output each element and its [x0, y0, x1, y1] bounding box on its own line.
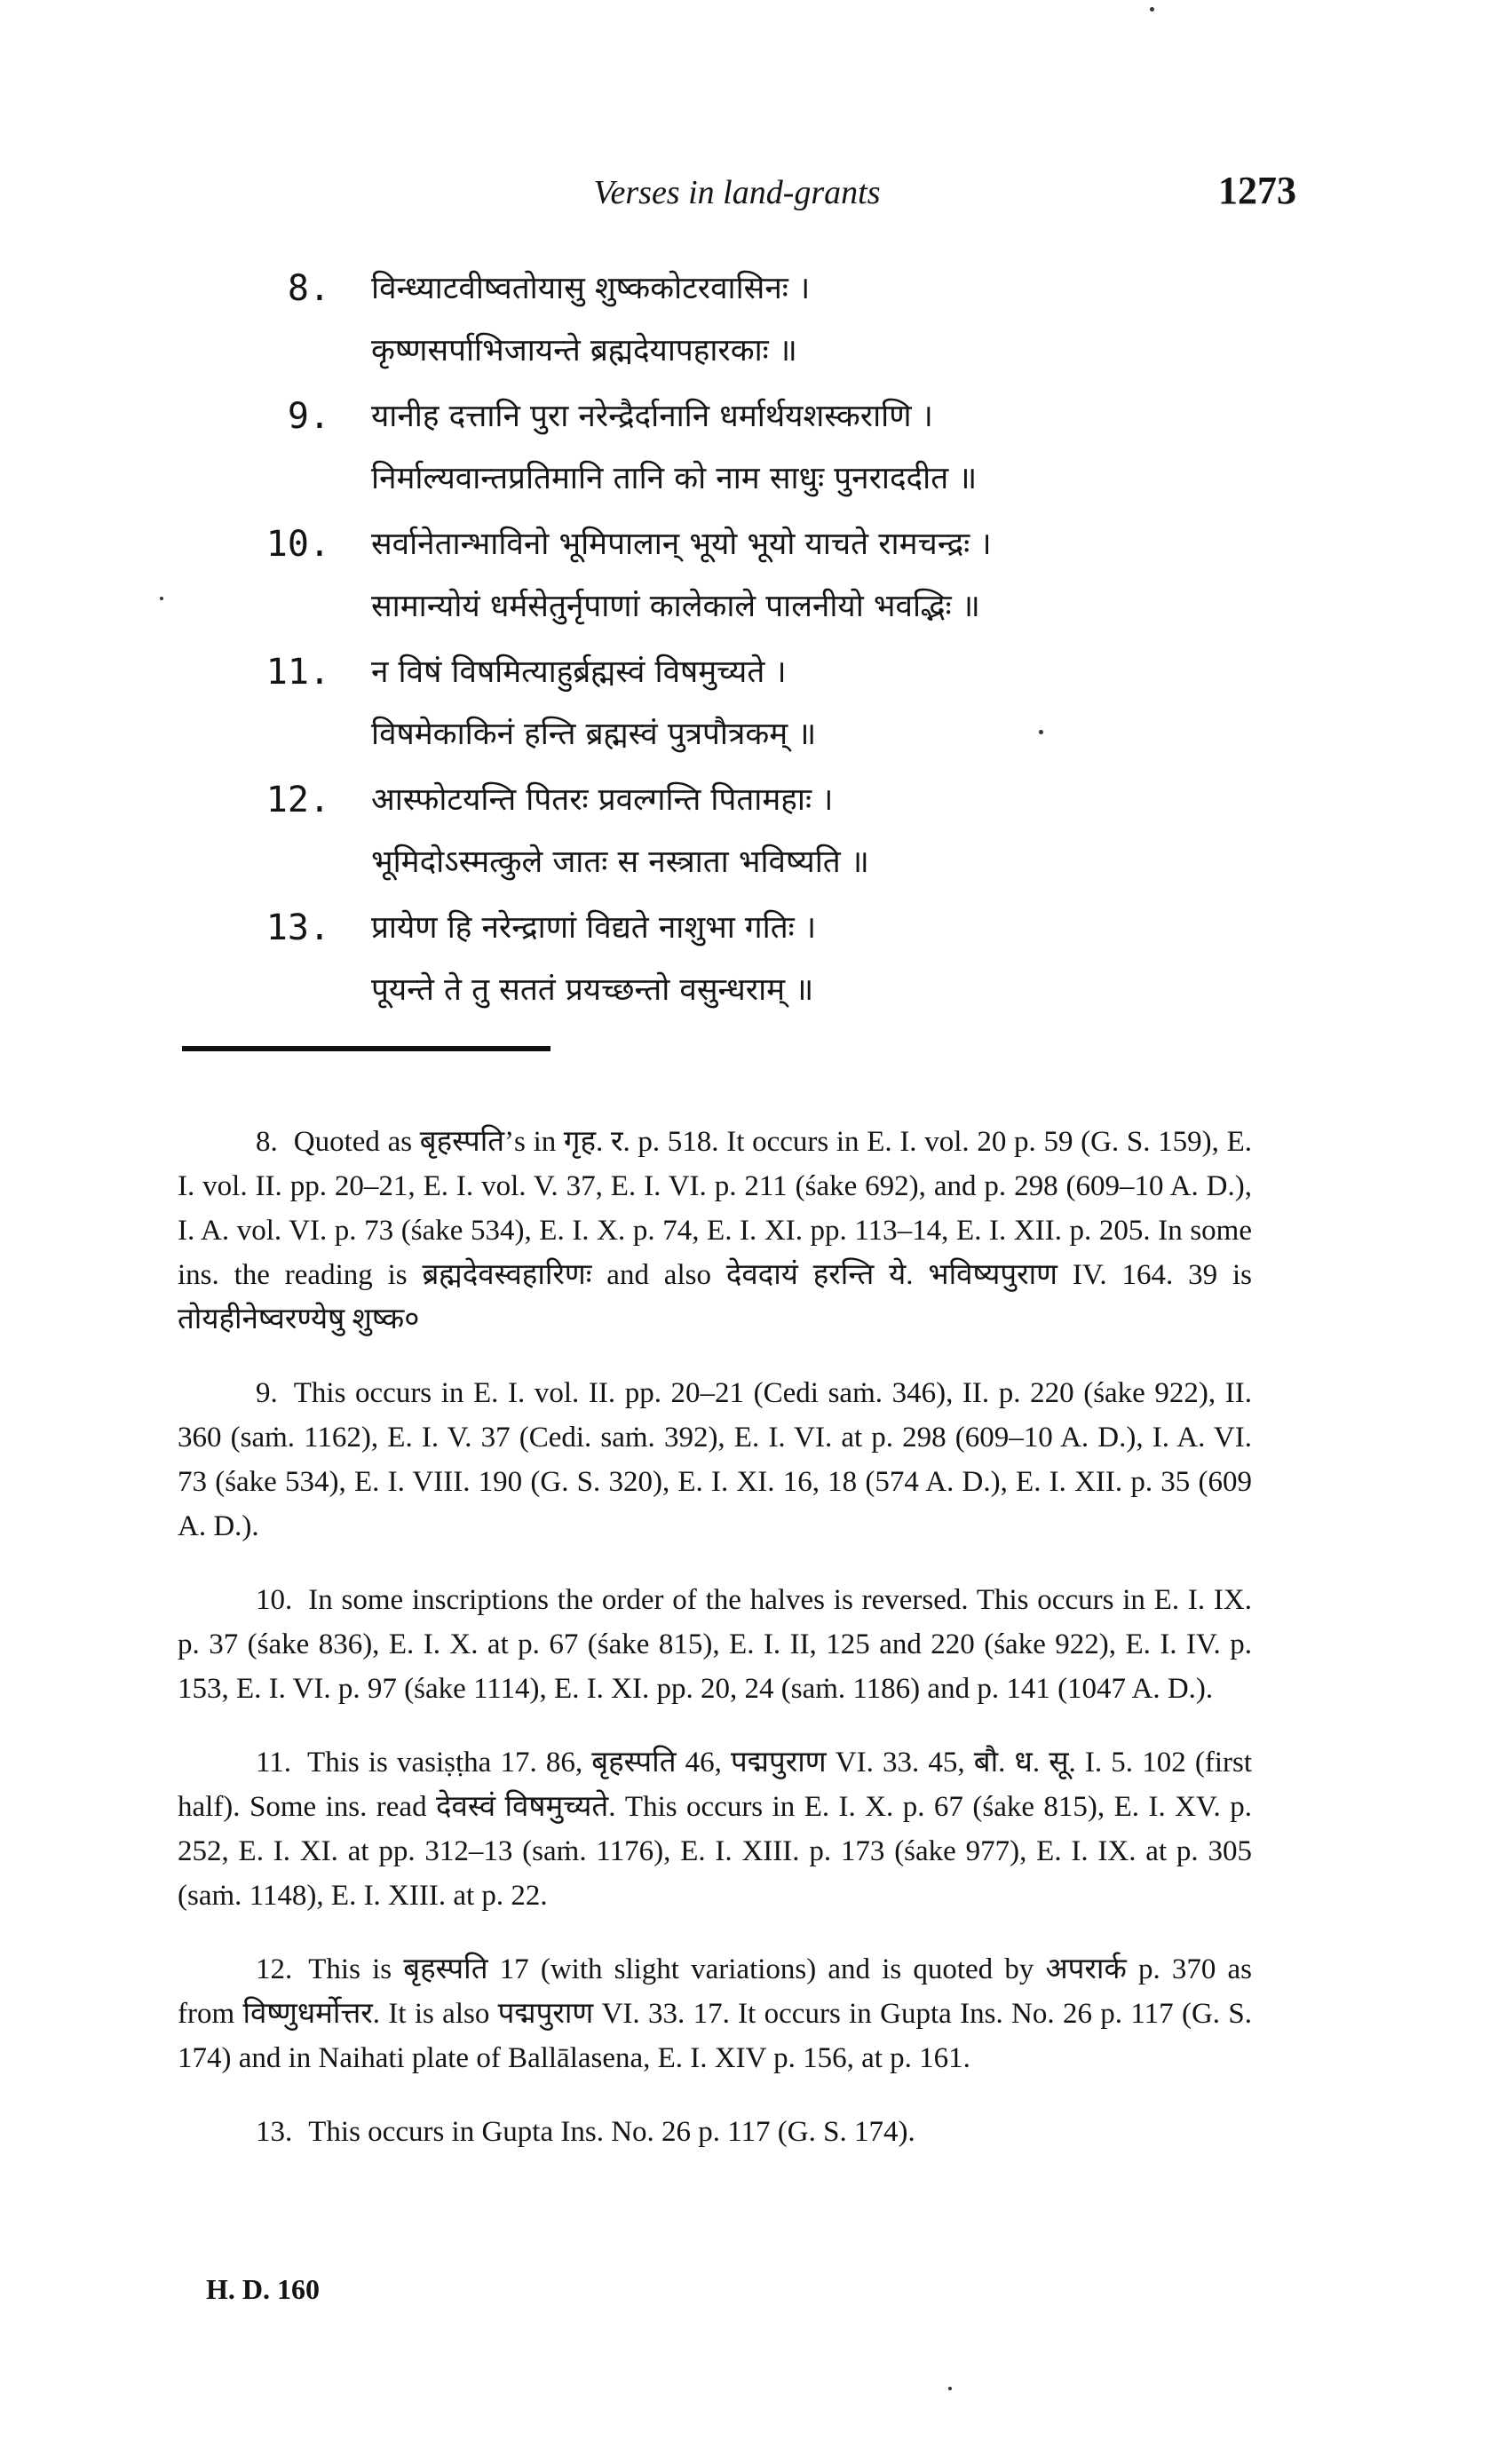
footnote-text: Quoted as बृहस्पति’s in गृह. र. p. 518. It occurs in E. I. vol. 20 p. 59 (G. S. 159), E. I. vol. II. pp. 20–21, E. I. vol. V. 37, E. I. VI. p. 211 (śake 692), and p. 298 (609–10 A. D.), I. A. vol. VI. p. 73 (śake 534), E. I. X. p. 74, E. I. XI. pp. 113–14, E. I. XII. p. 205. In some ins. the reading is ब्रह्मदेवस्वहारिणः and also देवदायं हरन्ति ये. भविष्यपुराण IV. 164. 39 is तोयहीनेष्वरण्येषु शुष्क० — [178, 1126, 1252, 1335]
verse-number: 13. — [265, 907, 330, 948]
verse-list — [0, 257, 1489, 1025]
verse-number: 12. — [265, 780, 330, 820]
verse-number: 9. — [287, 396, 330, 437]
verse-number: 8. — [287, 268, 330, 309]
verse-12 — [0, 769, 1489, 897]
footnote-9 — [178, 1371, 1252, 1549]
footnotes — [178, 1090, 1252, 2175]
footnote-number: 8. — [256, 1126, 278, 1158]
running-head — [178, 169, 1296, 226]
verse-line-2: भूमिदोऽस्मत्कुले जातः स नस्त्राता भविष्यति ॥ — [371, 844, 869, 880]
footnote-number: 13. — [256, 2116, 293, 2148]
footnote-text: This occurs in E. I. vol. II. pp. 20–21 (Cedi saṁ. 346), II. p. 220 (śake 922), II. 360 (saṁ. 1162), E. I. V. 37 (Cedi. saṁ. 392), E. I. VI. at p. 298 (609–10 A. D.), I. A. VI. 73 (śake 534), E. I. VIII. 190 (G. S. 320), E. I. XI. 16, 18 (574 A. D.), E. I. XII. p. 35 (609 A. D.). — [178, 1377, 1252, 1542]
page-number: 1273 — [1218, 169, 1296, 212]
verse-number: 11. — [265, 652, 330, 693]
page-title: Verses in land-grants — [593, 174, 881, 211]
verse-line-1: यानीह दत्तानि पुरा नरेन्द्रैर्दानानि धर्मार्थयशस्कराणि । — [371, 399, 933, 434]
footnote-number: 11. — [256, 1747, 292, 1779]
verse-8 — [0, 257, 1489, 385]
verse-line-1: न विषं विषमित्याहुर्ब्रह्मस्वं विषमुच्यते । — [371, 654, 787, 690]
footnote-text: This occurs in Gupta Ins. No. 26 p. 117 (G. S. 174). — [308, 2116, 915, 2148]
footnote-text: This is vasiṣṭha 17. 86, बृहस्पति 46, पद्मपुराण VI. 33. 45, बौ. ध. सू. I. 5. 102 (first half). Some ins. read देवस्वं विषमुच्यते. This occurs in E. I. X. p. 67 (śake 815), E. I. XV. p. 252, E. I. XI. at pp. 312–13 (saṁ. 1176), E. I. XIII. p. 173 (śake 977), E. I. IX. at p. 305 (saṁ. 1148), E. I. XIII. at p. 22. — [178, 1747, 1252, 1912]
scan-speck — [160, 597, 163, 600]
verse-13 — [0, 897, 1489, 1025]
footnote-number: 9. — [256, 1377, 278, 1409]
verse-number: 10. — [265, 524, 330, 565]
verse-10 — [0, 513, 1489, 641]
verse-11 — [0, 641, 1489, 769]
footnote-text: This is बृहस्पति 17 (with slight variations) and is quoted by अपरार्क p. 370 as from विष्णुधर्मोत्तर. It is also पद्मपुराण VI. 33. 17. It occurs in Gupta Ins. No. 26 p. 117 (G. S. 174) and in Naihati plate of Ballālasena, E. I. XIV p. 156, at p. 161. — [178, 1953, 1252, 2074]
verse-line-1: आस्फोटयन्ति पितरः प्रवल्गन्ति पितामहाः । — [371, 782, 834, 818]
verse-line-2: कृष्णसर्पाभिजायन्ते ब्रह्मदेयापहारकाः ॥ — [371, 333, 797, 368]
verse-line-1: सर्वानेतान्भाविनो भूमिपालान् भूयो भूयो याचते रामचन्द्रः । — [371, 527, 992, 562]
verse-line-2: निर्माल्यवान्तप्रतिमानि तानि को नाम साधुः पुनराददीत ॥ — [371, 461, 978, 496]
footnote-10 — [178, 1578, 1252, 1711]
verse-9 — [0, 385, 1489, 513]
footnote-11 — [178, 1740, 1252, 1918]
scan-speck — [948, 2387, 952, 2390]
footnote-divider — [182, 1046, 550, 1051]
footnote-12 — [178, 1947, 1252, 2080]
footnote-8 — [178, 1120, 1252, 1342]
footnote-13 — [178, 2110, 1252, 2154]
scan-speck — [1039, 730, 1043, 734]
footnote-number: 12. — [256, 1953, 293, 1985]
footnote-number: 10. — [256, 1584, 293, 1616]
footnote-text: In some inscriptions the order of the halves is reversed. This occurs in E. I. IX. p. 37 (śake 836), E. I. X. at p. 67 (śake 815), E. I. II, 125 and 220 (śake 922), E. I. IV. p. 153, E. I. VI. p. 97 (śake 1114), E. I. XI. pp. 20, 24 (saṁ. 1186) and p. 141 (1047 A. D.). — [178, 1584, 1252, 1705]
signature-mark: H. D. 160 — [206, 2273, 320, 2305]
verse-line-2: विषमेकाकिनं हन्ति ब्रह्मस्वं पुत्रपौत्रकम् ॥ — [371, 717, 817, 752]
verse-line-2: सामान्योयं धर्मसेतुर्नृपाणां कालेकाले पालनीयो भवद्भिः ॥ — [371, 589, 980, 624]
scan-speck — [1150, 7, 1154, 12]
verse-line-2: पूयन्ते ते तु सततं प्रयच्छन्तो वसुन्धराम् ॥ — [371, 972, 814, 1008]
verse-line-1: विन्ध्याटवीष्वतोयासु शुष्ककोटरवासिनः । — [371, 271, 811, 306]
verse-line-1: प्रायेण हि नरेन्द्राणां विद्यते नाशुभा गतिः । — [371, 910, 817, 946]
